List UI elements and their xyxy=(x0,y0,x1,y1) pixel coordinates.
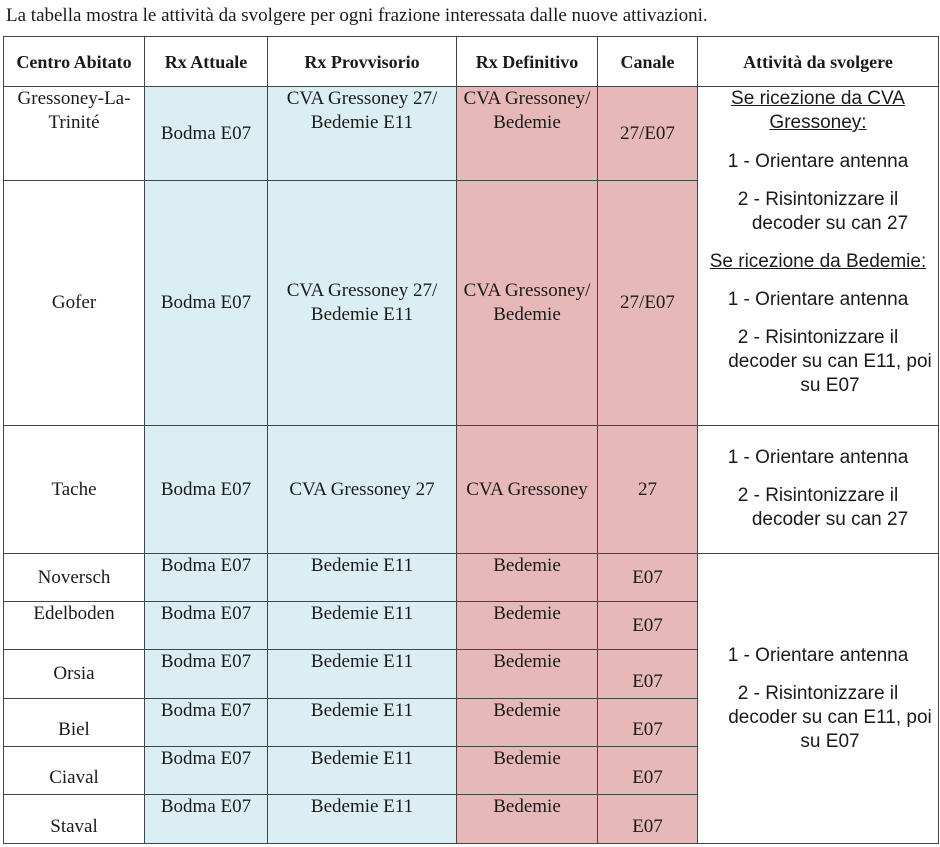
table-row xyxy=(4,87,939,181)
cell-rx-attuale: Bodma E07 xyxy=(145,425,268,553)
activity-item: 1 - Orientare antenna xyxy=(727,151,909,172)
table-caption: La tabella mostra le attività da svolgere per ogni frazione interessata dalle nuove attivazioni. xyxy=(6,5,708,26)
activities-table xyxy=(3,36,939,844)
cell-rx-provvisorio: CVA Gressoney 27 xyxy=(268,425,457,553)
cell-rx-provvisorio: Bedemie E11 xyxy=(268,746,457,794)
cell-centro: Gofer xyxy=(4,181,145,426)
cell-rx-definitivo: CVA Gressoney/ Bedemie xyxy=(457,181,598,426)
cell-rx-definitivo: CVA Gressoney xyxy=(457,425,598,553)
cell-activities-group3 xyxy=(698,554,939,844)
header-rx-provvisorio: Rx Provvisorio xyxy=(268,37,457,87)
cell-rx-definitivo: Bedemie xyxy=(457,554,598,602)
cell-rx-provvisorio: Bedemie E11 xyxy=(268,698,457,746)
cell-canale: E07 xyxy=(598,698,698,746)
header-row xyxy=(4,37,939,87)
cell-rx-provvisorio: Bedemie E11 xyxy=(268,650,457,698)
cell-centro: Noversch xyxy=(4,554,145,602)
cell-canale: E07 xyxy=(598,794,698,843)
activity-heading-cva: Se ricezione da CVA Gressoney: xyxy=(731,88,905,133)
cell-rx-provvisorio: Bedemie E11 xyxy=(268,602,457,650)
header-rx-definitivo: Rx Definitivo xyxy=(457,37,598,87)
cell-rx-attuale: Bodma E07 xyxy=(145,794,268,843)
cell-rx-provvisorio: Bedemie E11 xyxy=(268,794,457,843)
activity-item: 1 - Orientare antenna xyxy=(727,644,909,666)
activity-item: 1 - Orientare antenna xyxy=(727,446,909,468)
cell-canale: E07 xyxy=(598,602,698,650)
header-centro-abitato: Centro Abitato xyxy=(4,37,145,87)
cell-centro: Edelboden xyxy=(4,602,145,650)
cell-rx-definitivo: Bedemie xyxy=(457,650,598,698)
activity-item: 2 - Risintonizzare il decoder su can 27 xyxy=(737,189,909,234)
cell-rx-attuale: Bodma E07 xyxy=(145,181,268,426)
cell-canale: E07 xyxy=(598,650,698,698)
cell-canale: 27/E07 xyxy=(598,181,698,426)
activity-heading-bedemie: Se ricezione da Bedemie: xyxy=(709,251,927,272)
activity-item: 2 - Risintonizzare il decoder su can E11, poi su E07 xyxy=(728,682,932,752)
cell-rx-provvisorio: CVA Gressoney 27/ Bedemie E11 xyxy=(268,87,457,181)
activity-item: 2 - Risintonizzare il decoder su can 27 xyxy=(737,484,909,530)
cell-rx-provvisorio: CVA Gressoney 27/ Bedemie E11 xyxy=(268,181,457,426)
cell-centro: Gressoney-La-Trinité xyxy=(4,87,145,181)
cell-rx-attuale: Bodma E07 xyxy=(145,650,268,698)
cell-rx-attuale: Bodma E07 xyxy=(145,746,268,794)
activity-item: 2 - Risintonizzare il decoder su can E11, poi su E07 xyxy=(728,327,932,396)
cell-canale: 27 xyxy=(598,425,698,553)
cell-rx-attuale: Bodma E07 xyxy=(145,554,268,602)
cell-activities-group2 xyxy=(698,425,939,553)
header-rx-attuale: Rx Attuale xyxy=(145,37,268,87)
cell-rx-definitivo: Bedemie xyxy=(457,794,598,843)
table-row xyxy=(4,425,939,553)
cell-centro: Ciaval xyxy=(4,746,145,794)
cell-canale: 27/E07 xyxy=(598,87,698,181)
table-row xyxy=(4,554,939,602)
cell-rx-definitivo: Bedemie xyxy=(457,698,598,746)
cell-centro: Staval xyxy=(4,794,145,843)
cell-canale: E07 xyxy=(598,746,698,794)
cell-rx-definitivo: Bedemie xyxy=(457,746,598,794)
cell-rx-attuale: Bodma E07 xyxy=(145,87,268,181)
cell-rx-definitivo: CVA Gressoney/ Bedemie xyxy=(457,87,598,181)
cell-activities-group1 xyxy=(698,87,939,426)
activity-item: 1 - Orientare antenna xyxy=(727,289,909,310)
cell-canale: E07 xyxy=(598,554,698,602)
cell-rx-attuale: Bodma E07 xyxy=(145,698,268,746)
header-canale: Canale xyxy=(598,37,698,87)
cell-rx-attuale: Bodma E07 xyxy=(145,602,268,650)
cell-rx-provvisorio: Bedemie E11 xyxy=(268,554,457,602)
cell-centro: Orsia xyxy=(4,650,145,698)
cell-centro: Tache xyxy=(4,425,145,553)
cell-centro: Biel xyxy=(4,698,145,746)
header-attivita: Attività da svolgere xyxy=(698,37,939,87)
cell-rx-definitivo: Bedemie xyxy=(457,602,598,650)
